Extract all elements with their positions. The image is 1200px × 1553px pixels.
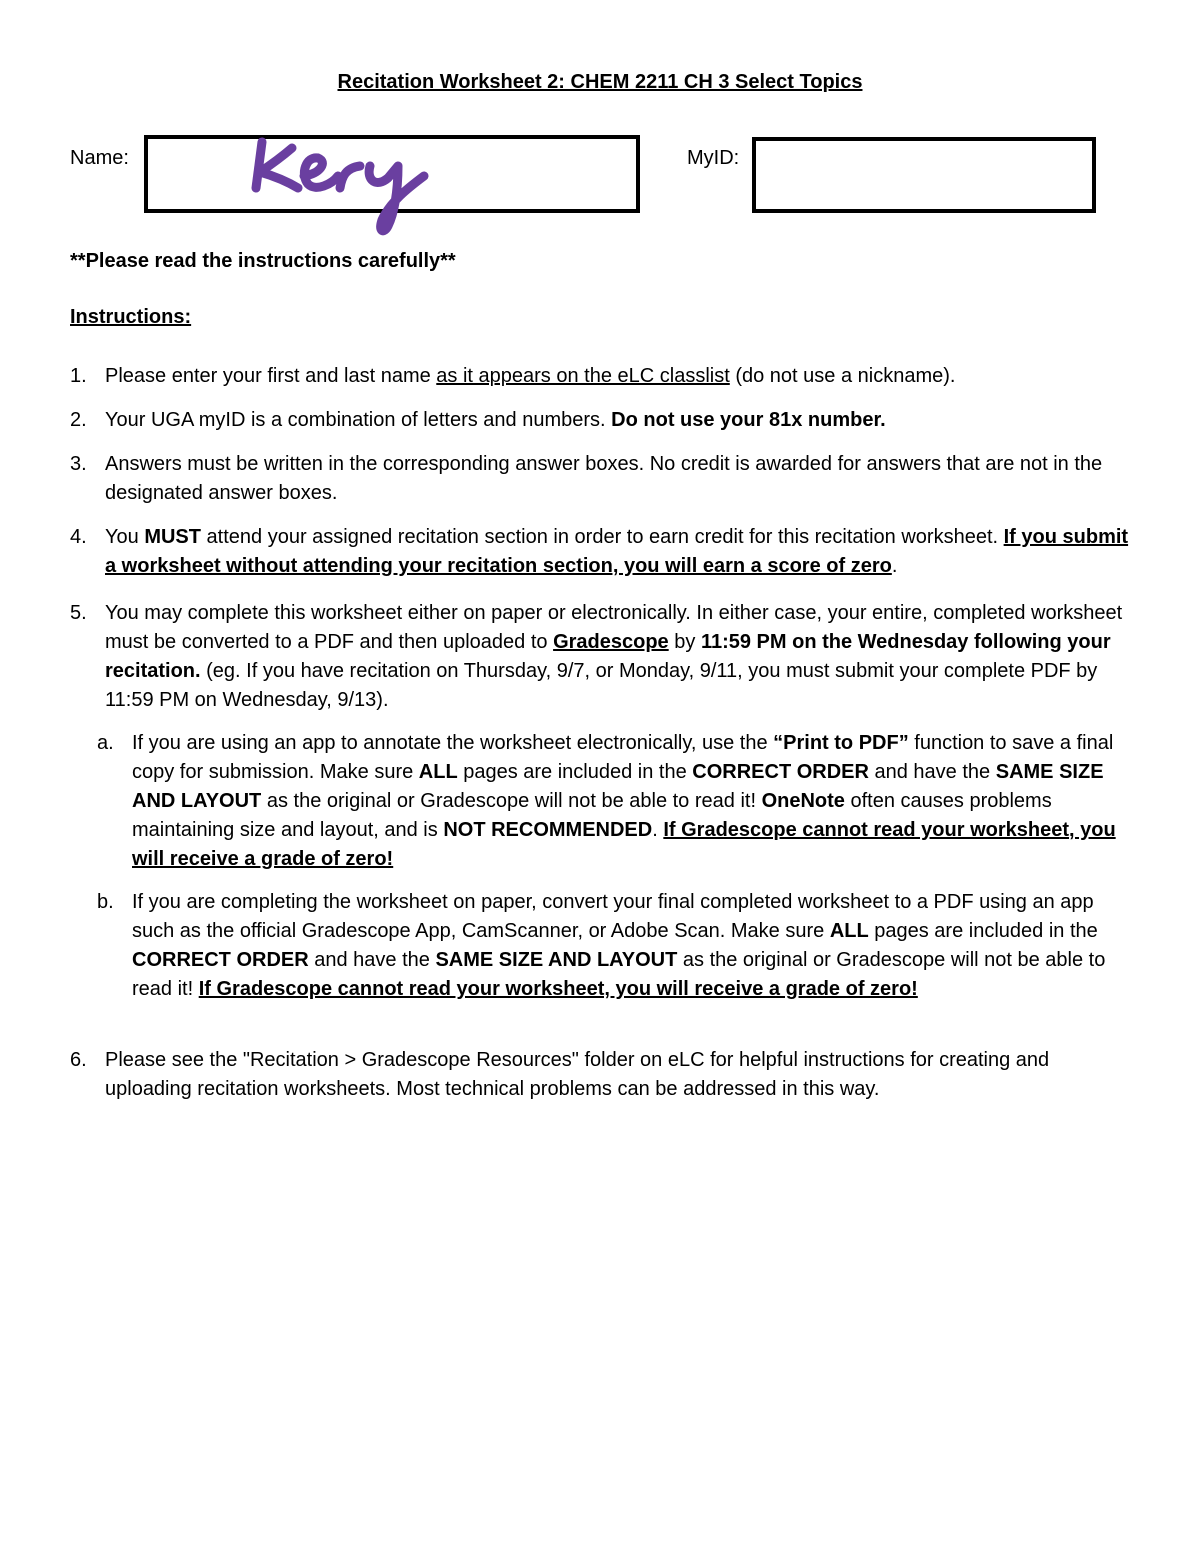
- item-text: Your UGA myID is a combination of letters and numbers.: [105, 409, 612, 431]
- item-number: 6.: [70, 1049, 87, 1071]
- instruction-item-4: [70, 523, 1132, 581]
- name-label: Name:: [70, 147, 129, 169]
- item-text: Please see the "Recitation > Gradescope Resources" folder on eLC for helpful instructions for creating and uploading recitation worksheets. Most technical problems can be addressed in this way.: [105, 1049, 1050, 1100]
- name-signature: [248, 132, 438, 240]
- item-emphasis: MUST: [144, 526, 201, 548]
- page-title: Recitation Worksheet 2: CHEM 2211 CH 3 Select Topics: [337, 71, 863, 93]
- item-letter: a.: [97, 732, 114, 754]
- item-letter: b.: [97, 891, 114, 913]
- item-emphasis: ALL: [418, 761, 458, 783]
- item-warning: If Gradescope cannot read your worksheet, you will receive a grade of zero!: [132, 819, 1116, 870]
- item-text: and have the: [868, 761, 996, 783]
- item-deadline: 11:59 PM on the Wednesday following your recitation.: [105, 631, 1111, 682]
- item-number: 3.: [70, 453, 87, 475]
- instruction-item-5: [70, 599, 1132, 715]
- item-text: .: [891, 555, 898, 577]
- item-number: 5.: [70, 602, 87, 624]
- item-text: function to save a final copy for submission. Make sure: [132, 732, 1114, 783]
- item-text: (eg. If you have recitation on Thursday, 9/7, or Monday, 9/11, you must submit your complete PDF by 11:59 PM on Wednesday, 9/13).: [105, 660, 1098, 711]
- item-text: as the original or Gradescope will not be able to read it!: [261, 790, 762, 812]
- read-instructions-note: **Please read the instructions carefully**: [70, 250, 456, 272]
- item-emphasis: OneNote: [761, 790, 845, 812]
- item-emphasis: “Print to PDF”: [773, 732, 909, 754]
- item-text: Answers must be written in the corresponding answer boxes. No credit is awarded for answers that are not in the designated answer boxes.: [105, 453, 1103, 504]
- item-warning: If you submit a worksheet without attending your recitation section, you will earn a score of zero: [105, 526, 1129, 577]
- item-text: .: [652, 819, 664, 841]
- item-text: by: [668, 631, 701, 653]
- instruction-item-3: [70, 450, 1132, 508]
- item-emphasis: SAME SIZE AND LAYOUT: [132, 761, 1104, 812]
- instruction-item-6: [70, 1046, 1132, 1104]
- item-text: If you are using an app to annotate the worksheet electronically, use the: [132, 732, 774, 754]
- myid-field[interactable]: [752, 137, 1096, 213]
- item-text: pages are included in the: [868, 920, 1098, 942]
- item-text: You: [105, 526, 145, 548]
- item-text: If you are completing the worksheet on paper, convert your final completed worksheet to a PDF using an app such as the official Gradescope App, CamScanner, or Adobe Scan. Make sure: [132, 891, 1094, 942]
- item-number: 1.: [70, 365, 87, 387]
- item-emphasis: ALL: [829, 920, 869, 942]
- gradescope-link[interactable]: Gradescope: [553, 631, 669, 653]
- item-emphasis: CORRECT ORDER: [692, 761, 869, 783]
- item-number: 2.: [70, 409, 87, 431]
- instruction-item-1: [70, 362, 1132, 391]
- item-text: and have the: [308, 949, 436, 971]
- item-warning: If Gradescope cannot read your worksheet, you will receive a grade of zero!: [198, 978, 918, 1000]
- item-text: as the original or Gradescope will not be able to read it!: [132, 949, 1106, 1000]
- item-emphasis: SAME SIZE AND LAYOUT: [435, 949, 678, 971]
- instruction-item-2: [70, 406, 1132, 435]
- item-text: pages are included in the: [457, 761, 693, 783]
- item-text: Please enter your first and last name: [105, 365, 437, 387]
- item-emphasis: Do not use your 81x number.: [611, 409, 886, 431]
- instruction-item-5a: [97, 729, 1137, 874]
- instruction-item-5b: [97, 888, 1137, 1004]
- item-text: You may complete this worksheet either on paper or electronically. In either case, your entire, completed worksheet must be converted to a PDF and then uploaded to: [105, 602, 1123, 653]
- item-text: (do not use a nickname).: [729, 365, 956, 387]
- item-number: 4.: [70, 526, 87, 548]
- item-text: often causes problems maintaining size and layout, and is: [132, 790, 1052, 841]
- instructions-heading: Instructions:: [70, 306, 192, 328]
- myid-label: MyID:: [687, 147, 740, 169]
- item-emphasis: NOT RECOMMENDED: [443, 819, 653, 841]
- item-emphasis: as it appears on the eLC classlist: [436, 365, 730, 387]
- item-text: attend your assigned recitation section in order to earn credit for this recitation worksheet.: [200, 526, 1004, 548]
- item-emphasis: CORRECT ORDER: [132, 949, 309, 971]
